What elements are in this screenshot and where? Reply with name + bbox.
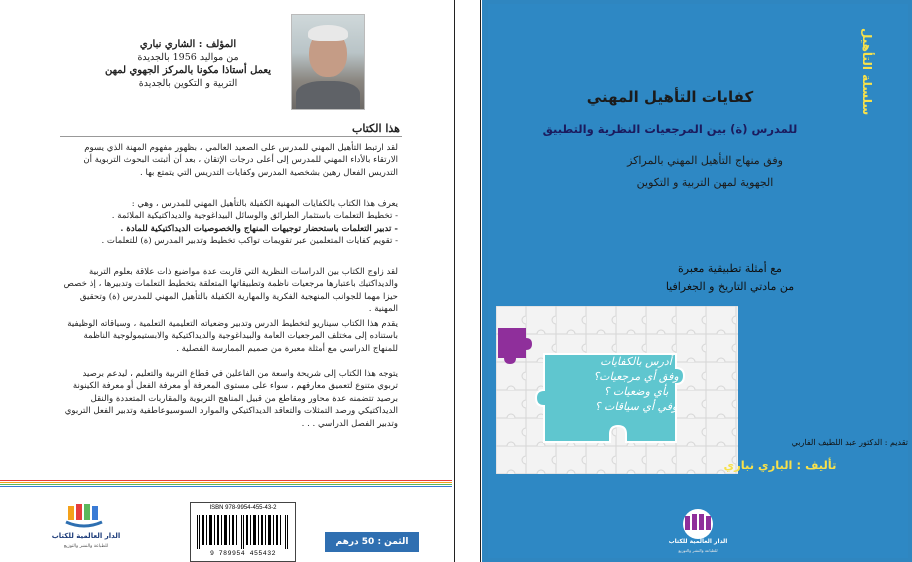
spine xyxy=(452,0,482,562)
spine-line-right xyxy=(480,0,481,562)
barcode xyxy=(190,502,296,562)
section-divider xyxy=(60,136,402,137)
back-cover xyxy=(0,0,452,562)
paragraph-2-item-3: - تقويم كفايات المتعلمين عبر تقويمات تواكب تخطيط وتدبير المدرس (ة) للتعلمات . xyxy=(101,236,398,247)
book-subtitle-2-line-1: وفق منهاج التأهيل المهني بالمراكز xyxy=(627,154,783,167)
publisher-logo-icon xyxy=(64,500,104,532)
spine-line-left xyxy=(454,0,455,562)
color-stripes xyxy=(0,480,452,489)
examples-line-1: مع أمثلة تطبيقية معبرة xyxy=(678,262,782,275)
author-label: المؤلف : الشاري نباري xyxy=(139,39,237,50)
paragraph-2-item-1: - تخطيط التعلمات باستثمار الطرائق والوسائل البيداغوجية والديداكتيكية الملائمة . xyxy=(111,211,398,222)
paragraph-5: يتوجه هذا الكتاب إلى شريحة واسعة من الفاعلين في قطاع التربية والتعليم ، ليدعم برصيد تربوي متنوع لتعميق معارفهم ، سواء على مستوى المعرفة أو معرفة الفعل أو معرفة الكينونة برصيد تتضمنه عدة محاور ومقاطع من قبيل المناهج التربوية والمقاربات المتعددة والنقل الديداكتيكي ورصد التمثلات والتعاقد الديداكتيكي والموارد السوسيوعاطفية وتدبير الفعل التربوي وتدبير الفصل الدراسي . . . xyxy=(64,369,398,429)
author-role-2: التربية و التكوين بالجديدة xyxy=(138,78,238,89)
front-author: تأليف : الباري نباري xyxy=(723,458,837,472)
book-subtitle: للمدرس (ة) بين المرجعيات النظرية والتطبيق xyxy=(542,122,798,136)
book-subtitle-2-line-2: الجهوية لمهن التربية و التكوين xyxy=(636,176,774,189)
price-badge: الثمن : 50 درهم xyxy=(325,532,419,552)
author-photo xyxy=(291,14,365,110)
paragraph-2-item-2: - تدبير التعلمات باستحضار توجيهات المنهاج والخصوصيات الديداكتيكية للمادة . xyxy=(120,223,398,234)
series-title: سلسلة التأهيل xyxy=(860,28,874,116)
puzzle-line-2: وفق أي مرجعيات؟ xyxy=(593,370,679,383)
barcode-number: 9 789954 455432 xyxy=(209,550,276,557)
paragraph-2 xyxy=(62,198,398,248)
paragraph-2-intro: يعرف هذا الكتاب بالكفايات المهنية الكفيلة بالتأهيل المهني للمدرس ، وهي : xyxy=(131,199,398,209)
paragraph-1: لقد ارتبط التأهيل المهني للمدرس على الصعيد العالمي ، بظهور مفهوم المهنة الذي يسوم الارتقاء بالأداء المهني للمدرس إلى أعلى درجات الإتقان ، بعد أن أثبتت البحوث التربوية أن التدريس الفعال رهين بشخصية المدرس وكفايات التدريس التي يتمتع بها . xyxy=(83,143,398,178)
author-bio xyxy=(90,38,286,90)
paragraph-3: لقد زاوج الكتاب بين الدراسات النظرية التي قاربت عدة مواضيع ذات علاقة بعلوم التربية والديداكتيك باعتبارها مرجعيات ناظمة وتطبيقاتها المتعلقة بتخطيط التعلمات وتدبيرها ، إذ خصص حيزا مهما للجوانب المنهجية الفكرية والمهارية الكفيلة بالتأهيل المهني للمدرس (ة) وتحقيق المهنية . xyxy=(63,267,398,315)
examples-line-2: من مادتي التاريخ و الجغرافيا xyxy=(665,280,795,293)
puzzle-line-3: بأي وضعيات ؟ xyxy=(603,385,669,398)
author-role: يعمل أستاذا مكونا بالمركز الجهوي لمهن xyxy=(104,65,272,76)
publisher-name: الدار العالمية للكتاب xyxy=(51,532,121,540)
publisher-subtitle: للطباعة والنشر والتوزيع xyxy=(63,544,109,549)
front-publisher-subtitle: للطباعة والنشر والتوزيع xyxy=(678,548,718,553)
paragraph-4: يقدم هذا الكتاب سيناريو لتخطيط الدرس وتدبير وضعياته التعليمية التعلمية ، وسياقاته الوظيفية باستناده إلى مختلف المرجعيات العامة والبيداغوجية والديداكتيكية والابستيمولوجية الناظمة للمنهاج الدراسي مع أمثلة معبرة من صميم الممارسة الفصلية . xyxy=(67,319,398,354)
puzzle-line-1: أدرس بالكفايات xyxy=(600,355,672,368)
puzzle-text xyxy=(566,354,706,414)
front-publisher-name: الدار العالمية للكتاب xyxy=(668,538,728,545)
puzzle-line-4: وفي أي سياقات ؟ xyxy=(594,400,678,413)
book-title: كفايات التأهيل المهني xyxy=(586,88,754,106)
author-birth: من مواليد 1956 بالجديدة xyxy=(137,52,239,63)
examples-note xyxy=(640,260,820,296)
section-title: هذا الكتاب xyxy=(352,122,400,135)
presented-by: تقديم : الدكتور عبد اللطيف الفاربي xyxy=(791,438,908,447)
book-subtitle-2 xyxy=(590,150,820,194)
barcode-bars xyxy=(197,515,289,549)
isbn-label: ISBN 978-9954-455-43-2 xyxy=(209,505,277,511)
